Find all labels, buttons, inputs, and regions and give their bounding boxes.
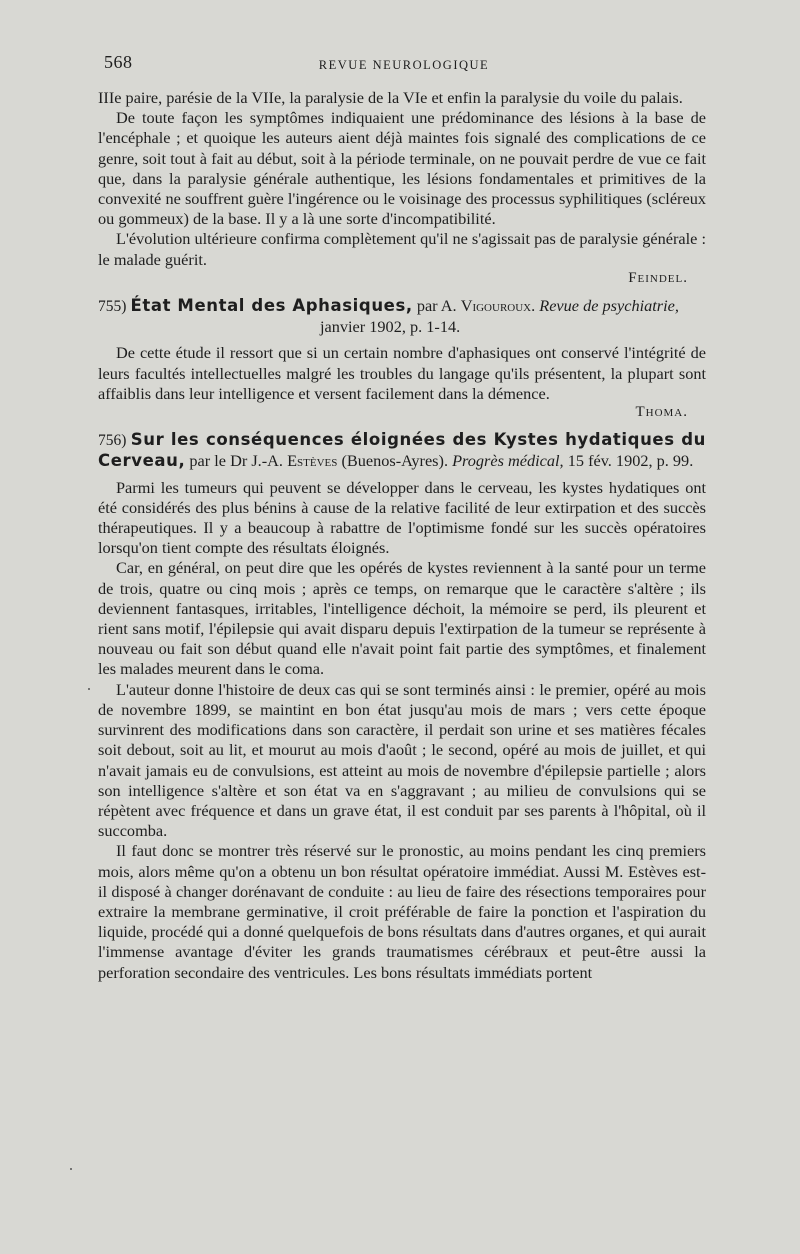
paper-speck — [70, 1168, 72, 1170]
abstract-entry-756 — [98, 430, 706, 982]
page-header — [104, 52, 704, 76]
entry-number: 756) — [98, 432, 127, 450]
entry-author: Estèves — [287, 451, 338, 471]
entry-author: Vigouroux — [460, 296, 532, 316]
paragraph-continuation: IIIe paire, parésie de la VIIe, la paralysie de la VIe et enfin la paralysie du voile du palais. — [98, 88, 683, 107]
entry-date: 15 fév. 1902, p. 99. — [563, 451, 694, 471]
entry-date: janvier 1902, p. 1-14. — [320, 317, 461, 337]
entry-separator: . — [531, 296, 540, 316]
entry-location: (Buenos-Ayres). — [337, 451, 453, 471]
paragraph: Il faut donc se montrer très réservé sur le pronostic, au moins pendant les cinq premiers mois, alors même qu'on a obtenu un bon résultat opératoire immédiat. Aussi M. Estèves est-il disposé à changer dorénavant de conduite : au lieu de faire des résections temporaires pour extraire la membrane germinative, il croit préférable de faire la ponction et l'aspiration du liquide, procédé qui a donné quelquefois de bons résultats dans d'autres organes, et qui aurait l'immense avantage d'éviter les grands traumatismes cérébraux et peut-être aussi la perforation secondaire des ventricules. Les bons résultats immédiats portent — [98, 841, 706, 982]
reviewer-signature: Feindel. — [628, 269, 688, 286]
entry-heading — [98, 296, 706, 337]
reviewer-signature: Thoma. — [635, 404, 688, 421]
paragraph: Parmi les tumeurs qui peuvent se développer dans le cerveau, les kystes hydatiques ont été considérés des plus bénins à cause de la relative facilité de leur extirpation et des succès thérapeutiques. Il y a beaucoup à rabattre de l'optimisme fondé sur les succès opératoires lorsqu'on tient compte des résultats éloignés. — [98, 477, 706, 558]
entry-journal: Revue de psychiatrie, — [539, 296, 679, 316]
entry-title: État Mental des Aphasiques, — [130, 296, 413, 316]
paper-speck — [88, 688, 90, 690]
article-body — [98, 88, 706, 983]
page-number: 568 — [104, 52, 133, 72]
entry-by: par A. — [412, 296, 461, 316]
paragraph: Car, en général, on peut dire que les opérés de kystes reviennent à la santé pour un terme de trois, quatre ou cinq mois ; après ce temps, on remarque que le caractère s'altère ; ils deviennent fantasques, irritables, l'intelligence déchoit, la mémoire se perd, ils pleurent et rient sans motif, l'épilepsie qui avait disparu depuis l'extirpation de la tumeur se représente à nouveau ou fait son début quand elle n'avait point fait partie des symptômes, et finalement les malades meurent dans le coma. — [98, 558, 706, 679]
entry-by: par le Dr J.-A. — [185, 451, 288, 471]
entry-journal: Progrès médical, — [452, 451, 564, 471]
abstract-entry-755 — [98, 296, 706, 422]
entry-number: 755) — [98, 298, 127, 316]
running-title: REVUE NEUROLOGIQUE — [318, 58, 490, 72]
paragraph: De toute façon les symptômes indiquaient une prédominance des lésions à la base de l'encéphale ; et quoique les auteurs aient déjà maintes fois signalé des complications de ce genre, soit tout à fait au début, soit à la période terminale, on ne pouvait perdre de vue ce fait que, dans la paralysie générale authentique, les lésions fondamentales et primitives de la convexité ne souffrent guère l'ingérence ou le voisinage des processus syphilitiques (scléreux ou gommeux) de la base. Il y a là une sorte d'incompatibilité. — [98, 108, 706, 229]
entry-title: Sur les conséquences éloignées des Kystes hydatiques du Cerveau, — [98, 430, 706, 471]
entry-heading — [98, 430, 706, 471]
paragraph: L'évolution ultérieure confirma complètement qu'il ne s'agissait pas de paralysie générale : le malade guérit. — [98, 229, 706, 269]
paragraph: De cette étude il ressort que si un certain nombre d'aphasiques ont conservé l'intégrité de leurs facultés intellectuelles malgré les troubles du langage qu'ils présentent, la plupart sont affaiblis dans leur intelligence et versent facilement dans la démence. — [98, 343, 706, 403]
paragraph: L'auteur donne l'histoire de deux cas qui se sont terminés ainsi : le premier, opéré au mois de novembre 1899, se maintint en bon état jusqu'au mois de mars ; vers cette époque survinrent des modifications dans son caractère, il perdait son urine et ses matières fécales soit debout, soit au lit, et mourut au mois d'août ; le second, opéré au mois de juillet, et qui n'avait jamais eu de convulsions, est atteint au mois de novembre d'épilepsie partielle ; alors son intelligence s'altère et son état va en s'aggravant ; au milieu de convulsions qui se répètent avec fréquence et dans un grave état, il est conduit par ses parents à l'hôpital, où il succomba. — [98, 679, 706, 841]
